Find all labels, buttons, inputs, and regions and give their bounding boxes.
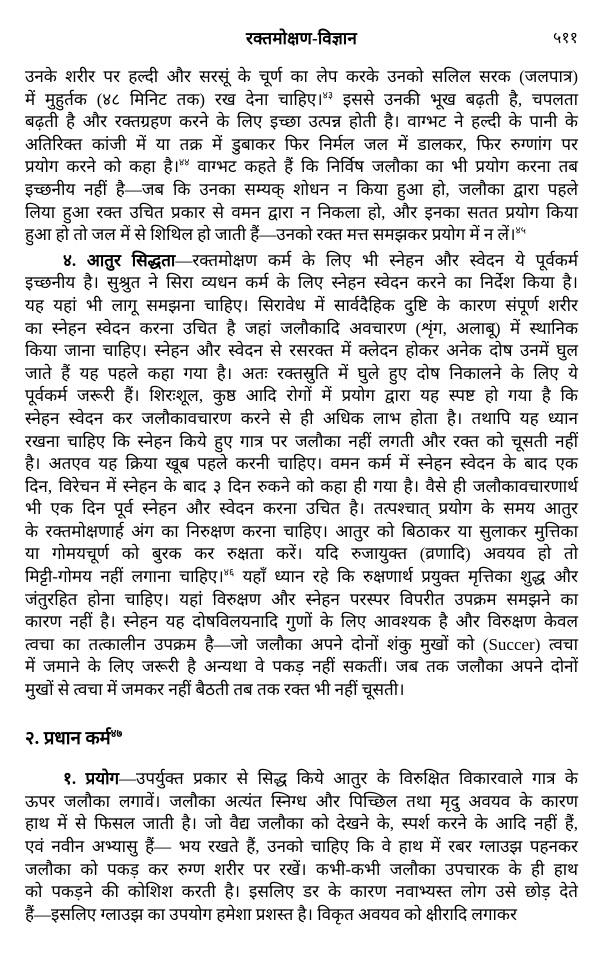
text-line: कारण नहीं है। स्नेहन यह दोषविलयनादि गुणों के लिए आवश्यक है और विरुक्षण केवल — [25, 612, 578, 632]
text-line: जलौका को पकड़ कर रुग्ण शरीर पर रखें। कभी-कभी जलौका उपचारक के ही हाथ — [25, 859, 578, 879]
text-line: जाते हैं यह पहले कहा गया है। अतः रक्तस्रुति में घुले हुए दोष निकालने के लिए ये — [25, 363, 578, 383]
paragraph — [25, 66, 578, 247]
text-line: किया जाना चाहिए। स्नेहन और स्वेदन से रसरक्त में क्लेदन होकर अनेक दोष उनमें घुल — [25, 341, 578, 361]
text-line: हुआ हो तो जल में से शिथिल हो जाती हैं—उनको रक्त मत्त समझकर प्रयोग में न लें।$^{४५}$ — [25, 225, 526, 245]
text-line: प्रयोग करने को कहा है।$^{४४}$ वाग्भट कहते हैं कि निर्विष जलौका का भी प्रयोग करना तब — [25, 157, 578, 177]
footnote-reference: ४३ — [322, 89, 334, 101]
running-head — [25, 26, 578, 50]
text-line: लिया हुआ रक्त उचित प्रकार से वमन द्वारा न निकला हो, और इनका सतत प्रयोग किया — [25, 202, 578, 222]
text-line: जंतुरहित होना चाहिए। यहां विरुक्षण और स्नेहन परस्पर विपरीत उपक्रम समझने का — [25, 589, 578, 609]
footnote-reference: ४५ — [515, 225, 526, 237]
text-line: के रक्तमोक्षणार्ह अंग का निरुक्षण करना चाहिए। आतुर को बिठाकर या सुलाकर मुत्तिका — [25, 521, 578, 541]
footnote-reference: ४६ — [223, 567, 235, 579]
page-content — [25, 26, 578, 926]
section-heading — [25, 728, 578, 751]
text-line: हाथ में से फिसल जाती है। जो वैद्य जलौका को देखने के, स्पर्श करने के आदि नहीं हैं, — [25, 814, 578, 834]
page-title: रक्तमोक्षण-विज्ञान — [245, 29, 358, 48]
text-line: इच्छनीय नहीं है—जब कि उनका सम्यक् शोधन न किया हुआ हो, जलौका द्वारा पहले — [25, 179, 578, 199]
text-line: भी एक दिन पूर्व स्नेहन और स्वेदन करना उचित है। तत्पश्चात् प्रयोग के समय आतुर — [25, 499, 578, 519]
text-line: पूर्वकर्म जरूरी हैं। शिरःशूल, कुष्ठ आदि रोगों में प्रयोग द्वारा यह स्पष्ट हो गया है कि — [25, 386, 578, 406]
text-line: का स्नेहन स्वेदन करना उचित है जहां जलौकादि अवचारण (शृंग, अलाबू) में स्थानिक — [25, 318, 578, 338]
text-line: में मुहुर्तक (४८ मिनिट तक) रख देना चाहिए।$^{४३}$ इससे उनकी भूख बढ़ती है, चपलता — [25, 89, 578, 109]
text-line: मिट्टी-गोमय नहीं लगाना चाहिए।$^{४६}$ यहाँ ध्यान रहे कि रुक्षणार्थ प्रयुक्त मृत्तिका शुद्ध और — [25, 567, 578, 587]
text-line: बढ़ती है और रक्तग्रहण करने के लिए इच्छा उत्पन्न होती है। वाग्भट ने हल्दी के पानी के — [25, 112, 578, 132]
body-text — [25, 66, 578, 926]
text-line: या गोमयचूर्ण को बुरक कर रुक्षता करें। यदि रुजायुक्त (व्रणादि) अवयव हो तो — [25, 544, 578, 564]
text-line: को पकड़ने की कोशिश करती है। इसलिए डर के कारण नवाभ्यस्त लोग उसे छोड़ देते — [25, 882, 578, 902]
text-line: मुखों से त्वचा में जमकर नहीं बैठती तब तक रक्त भी नहीं चूसती। — [25, 680, 405, 700]
page-number: ५११ — [553, 30, 578, 47]
text-line: में जमाने के लिए जरूरी है अन्यथा वे पकड़ नहीं सकतीं। जब तक जलौका अपने दोनों — [25, 657, 578, 677]
text-line: हैं—इसलिए ग्लाउझ का उपयोग हमेशा प्रशस्त है। विकृत अवयव को क्षीरादि लगाकर — [25, 904, 517, 924]
text-line: एवं नवीन अभ्यासु हैं— भय रखते हैं, उनको चाहिए कि वे हाथ में रबर ग्लाउझ पहनकर — [25, 837, 578, 856]
heading-line: २. प्रधान कर्म$^{४७}$ — [25, 727, 123, 749]
text-line: स्नेहन स्वेदन कर जलौकावचारण करने से ही अधिक लाभ होता है। तथापि यह ध्यान — [25, 408, 578, 428]
footnote-reference: ४७ — [110, 727, 123, 740]
text-line: इच्छनीय है। सुश्रुत ने सिरा व्यधन कर्म के लिए स्नेहन स्वेदन करने का निर्देश किया है। — [25, 273, 578, 293]
footnote-reference: ४४ — [179, 157, 190, 169]
text-line: ४. आतुर सिद्धता—रक्तमोक्षण कर्म के लिए भी स्नेहन और स्वेदन ये पूर्वकर्म — [63, 250, 579, 270]
text-line: यह यहां भी लागू समझना चाहिए। सिरावेध में सार्वदैहिक दुष्टि के कारण संपूर्ण शरीर — [25, 295, 578, 315]
paragraph — [25, 768, 578, 926]
paragraph — [25, 250, 578, 702]
text-line: त्वचा का तत्कालीन उपक्रम है—जो जलौका अपने दोनों शंकु मुखों को (Succer) त्वचा — [25, 634, 578, 654]
text-line: दिन, विरेचन में स्नेहन के बाद ३ दिन रुकने को कहा ही गया है। वैसे ही जलौकावचारणार्थ — [25, 476, 578, 496]
text-line: है। अतएव यह क्रिया खूब पहले करनी चाहिए। वमन कर्म में स्नेहन स्वेदन के बाद एक — [25, 454, 578, 474]
text-line: १. प्रयोग—उपर्युक्त प्रकार से सिद्ध किये आतुर के विरुक्षित विकारवाले गात्र के — [63, 769, 578, 789]
text-line: ऊपर जलौका लगावें। जलौका अत्यंत स्निग्ध और पिच्छिल तथा मृदु अवयव के कारण — [25, 791, 578, 811]
text-line: उनके शरीर पर हल्दी और सरसूं के चूर्ण का लेप करके उनको सलिल सरक (जलपात्र) — [25, 67, 578, 86]
text-line: रखना चाहिए कि स्नेहन किये हुए गात्र पर जलौका नहीं लगती और रक्त को चूसती नहीं — [25, 431, 578, 451]
text-line: अतिरिक्त कांजी में या तक्र में डुबाकर फिर निर्मल जल में डालकर, फिर रुग्णांग पर — [25, 134, 578, 154]
